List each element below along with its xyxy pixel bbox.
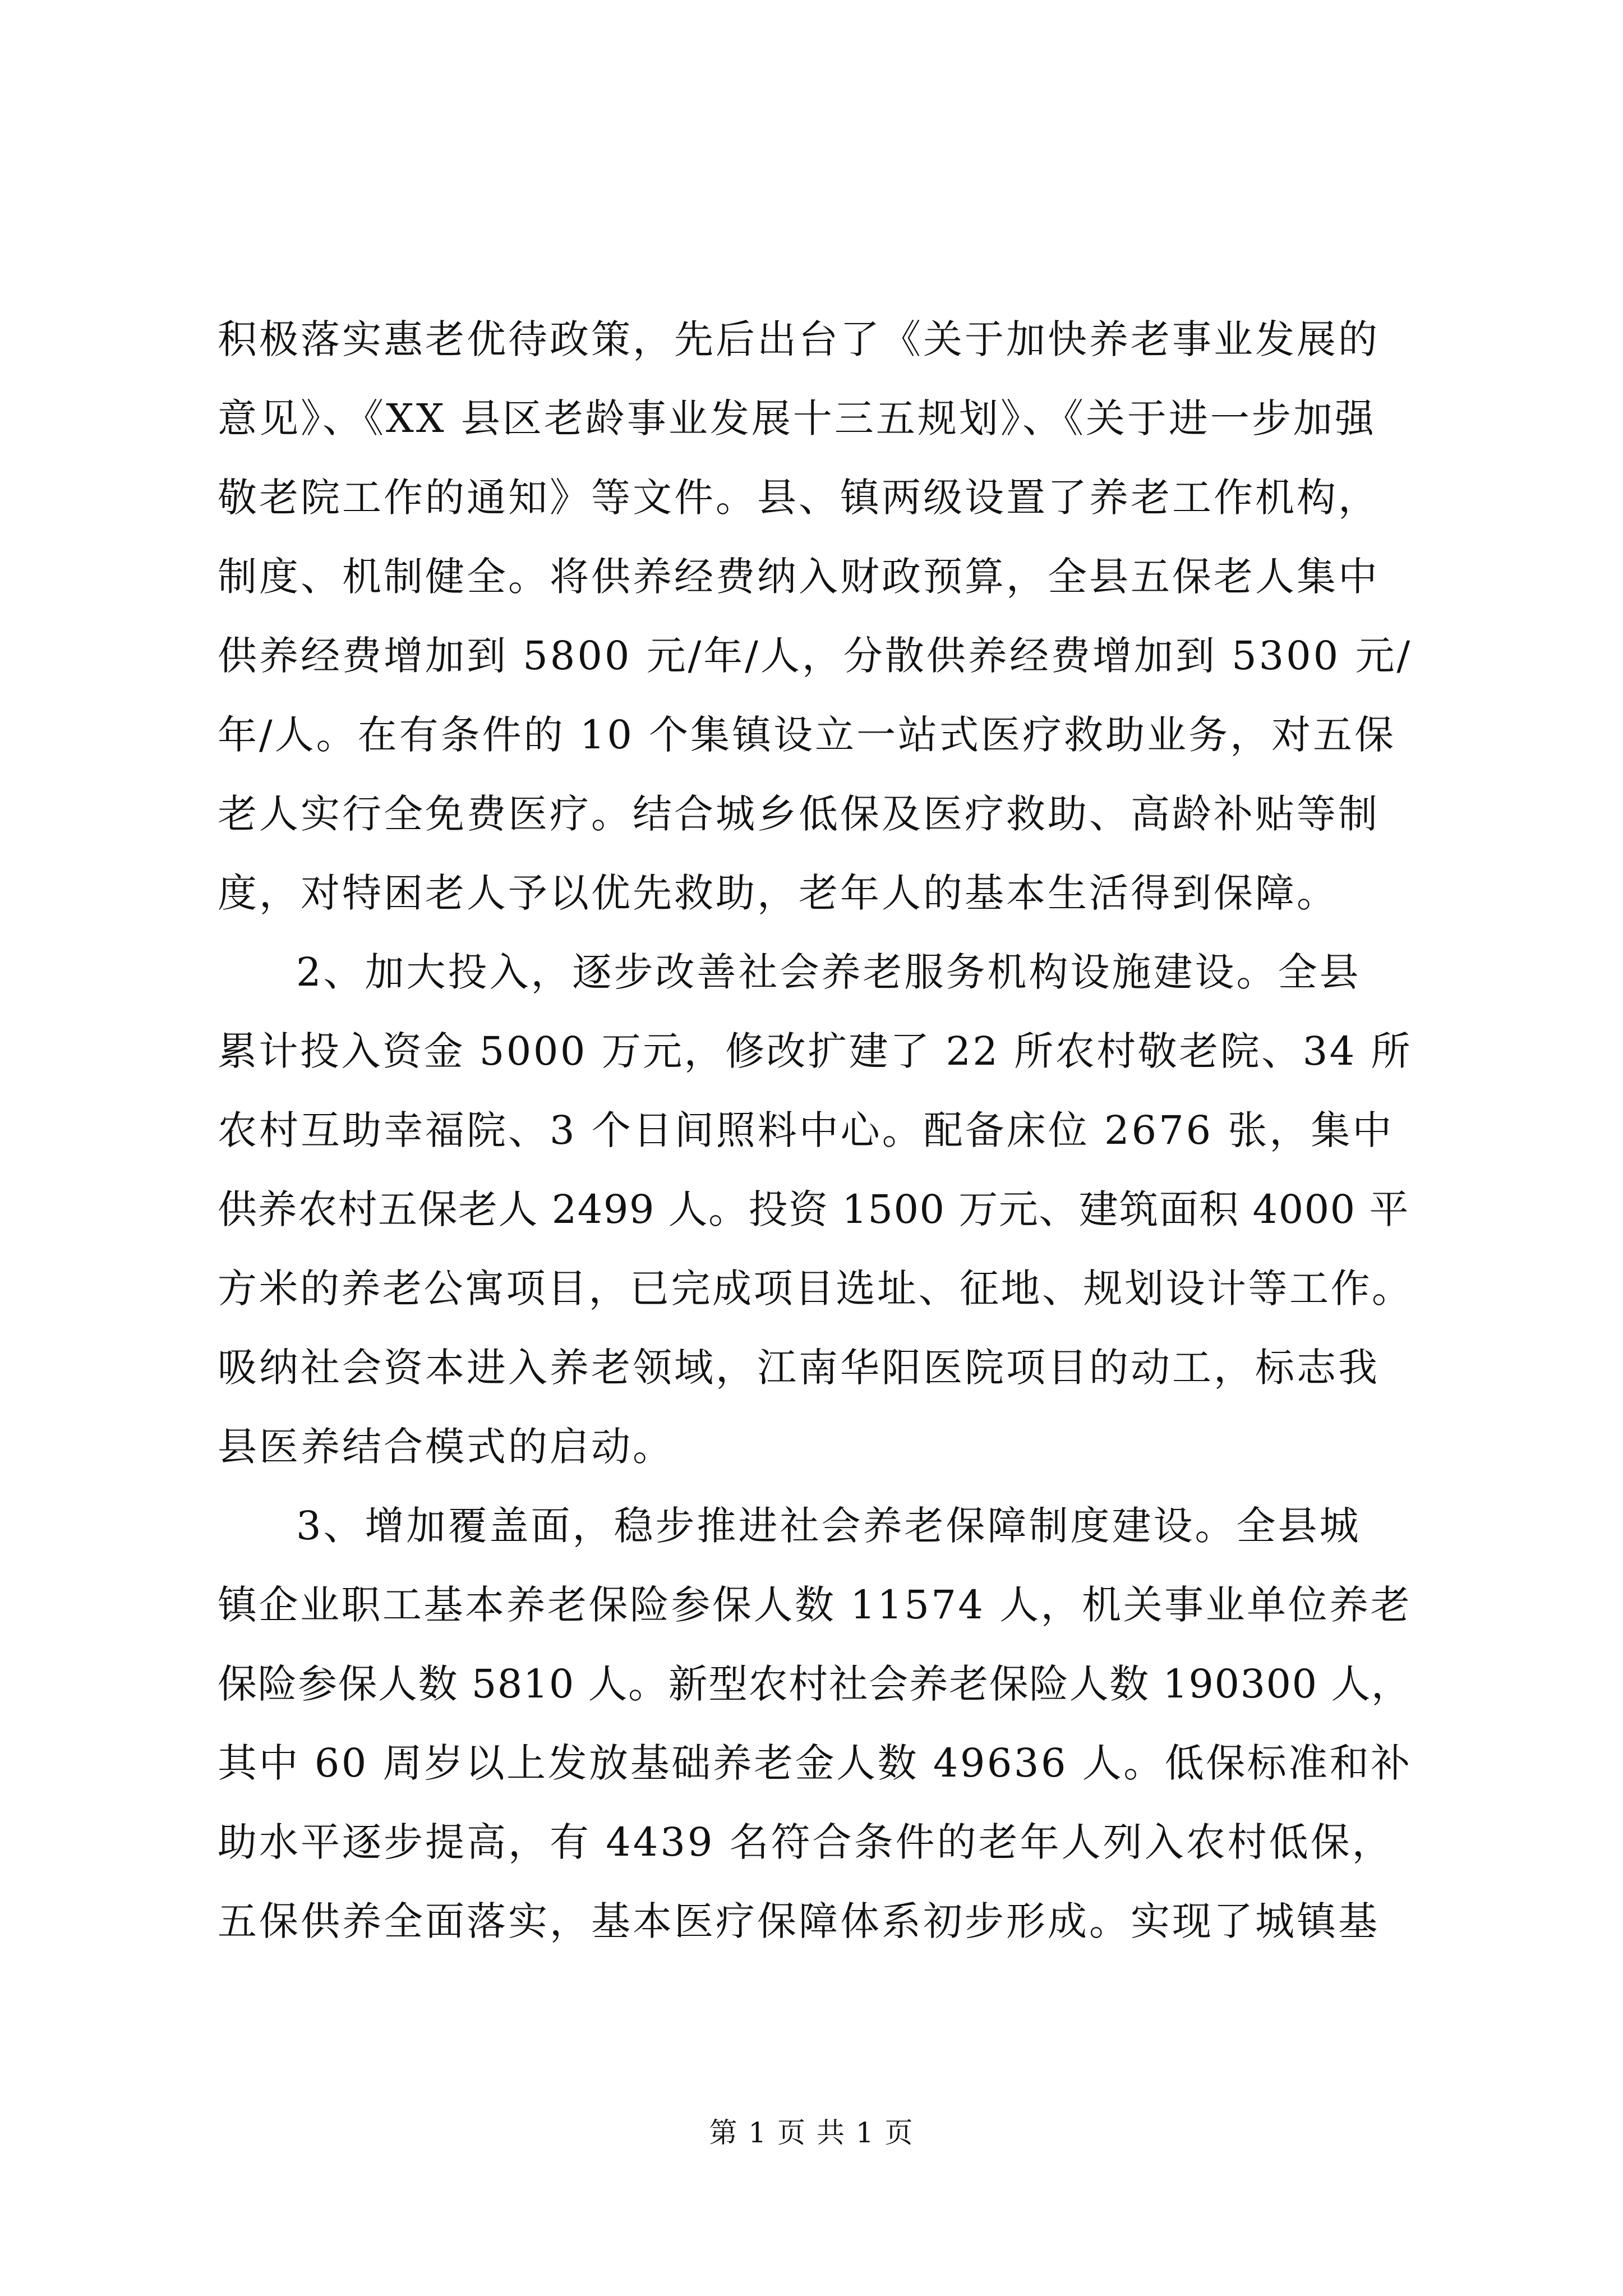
document-body	[218, 300, 1418, 1961]
text-line-2: 意见》、《XX 县区老龄事业发展十三五规划》、《关于进一步加强	[218, 395, 1376, 441]
text-line-9: 2、加大投入，逐步改善社会养老服务机构设施建设。全县	[296, 949, 1361, 995]
text-line-7: 老人实行全免费医疗。结合城乡低保及医疗救助、高龄补贴等制	[218, 791, 1380, 837]
text-line-8: 度，对特困老人予以优先救助，老年人的基本生活得到保障。	[218, 870, 1338, 916]
text-line-14: 吸纳社会资本进入养老领域，江南华阳医院项目的动工，标志我	[218, 1345, 1380, 1391]
text-line-5: 供养经费增加到 5800 元/年/人，分散供养经费增加到 5300 元/	[218, 633, 1413, 679]
text-line-6: 年/人。在有条件的 10 个集镇设立一站式医疗救助业务，对五保	[218, 712, 1396, 758]
text-line-15: 县医养结合模式的启动。	[218, 1424, 674, 1470]
text-line-12: 供养农村五保老人 2499 人。投资 1500 万元、建筑面积 4000 平	[218, 1186, 1409, 1232]
page-number: 第 1 页 共 1 页	[709, 2116, 914, 2149]
text-line-18: 保险参保人数 5810 人。新型农村社会养老保险人数 190300 人，	[218, 1661, 1412, 1707]
page-footer	[0, 2110, 1623, 2151]
text-line-13: 方米的养老公寓项目，已完成项目选址、征地、规划设计等工作。	[218, 1266, 1413, 1312]
text-line-4: 制度、机制健全。将供养经费纳入财政预算，全县五保老人集中	[218, 554, 1380, 600]
text-line-20: 助水平逐步提高，有 4439 名符合条件的老年人列入农村低保，	[218, 1819, 1394, 1865]
text-line-19: 其中 60 周岁以上发放基础养老金人数 49636 人。低保标准和补	[218, 1740, 1412, 1786]
text-line-3: 敬老院工作的通知》等文件。县、镇两级设置了养老工作机构，	[218, 475, 1380, 521]
text-line-11: 农村互助幸福院、3 个日间照料中心。配备床位 2676 张，集中	[218, 1107, 1394, 1153]
text-line-17: 镇企业职工基本养老保险参保人数 11574 人，机关事业单位养老	[218, 1582, 1412, 1628]
text-line-1: 积极落实惠老优待政策，先后出台了《关于加快养老事业发展的	[218, 316, 1380, 362]
text-line-10: 累计投入资金 5000 万元，修改扩建了 22 所农村敬老院、34 所	[218, 1028, 1413, 1074]
text-line-21: 五保供养全面落实，基本医疗保障体系初步形成。实现了城镇基	[218, 1898, 1380, 1944]
text-line-16: 3、增加覆盖面，稳步推进社会养老保障制度建设。全县城	[296, 1503, 1361, 1549]
